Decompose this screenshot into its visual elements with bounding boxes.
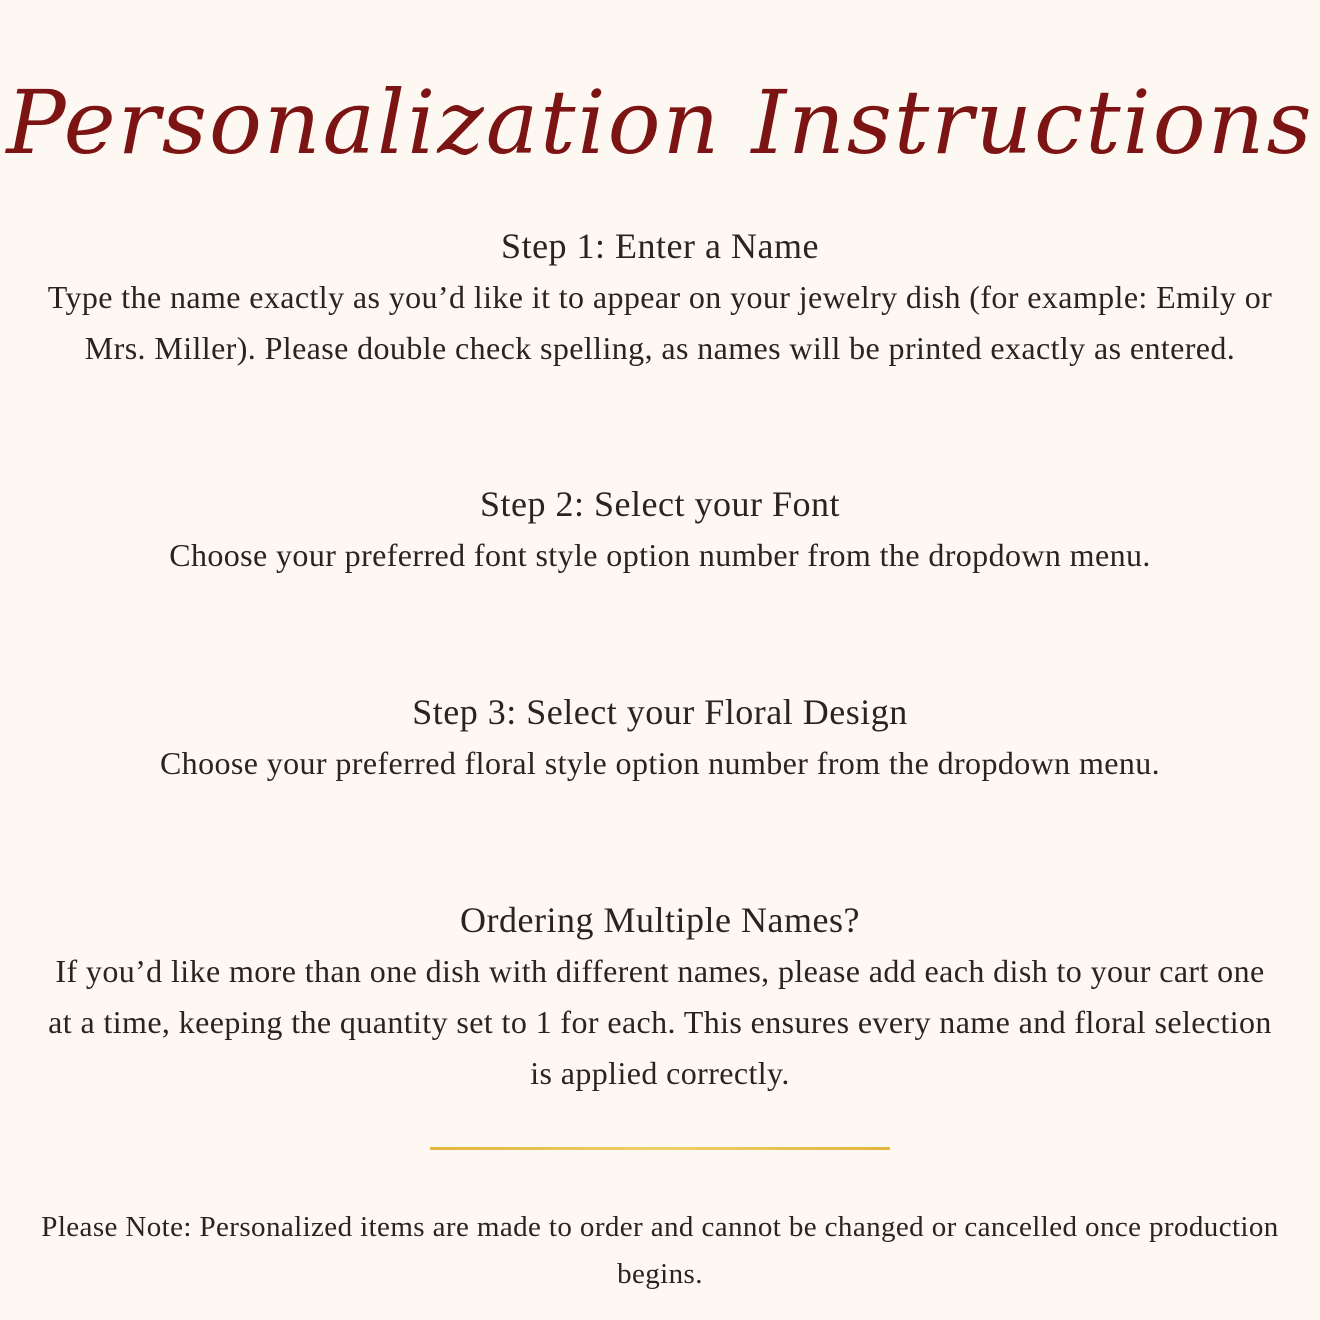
multiple-names-heading: Ordering Multiple Names? bbox=[460, 900, 860, 940]
please-note: Please Note: Personalized items are made to order and cannot be changed or cancelled once production begins. bbox=[41, 1211, 1279, 1290]
multiple-names-section bbox=[40, 894, 1280, 1099]
step-3-heading: Step 3: Select your Floral Design bbox=[412, 692, 908, 732]
step-3-section bbox=[40, 686, 1280, 789]
step-1-heading: Step 1: Enter a Name bbox=[501, 226, 819, 266]
page-title: Personalization Instructions bbox=[6, 71, 1314, 174]
step-2-body: Choose your preferred font style option number from the dropdown menu. bbox=[169, 537, 1151, 573]
step-2-section bbox=[40, 478, 1280, 581]
step-1-body: Type the name exactly as you’d like it to appear on your jewelry dish (for example: Emily or Mrs. Miller). Please double check spelling, as names will be printed exactly as entered. bbox=[47, 279, 1273, 366]
step-1-section bbox=[40, 220, 1280, 374]
multiple-names-body: If you’d like more than one dish with different names, please add each dish to your cart one at a time, keeping the quantity set to 1 for each. This ensures every name and floral selection is applied correctly. bbox=[48, 953, 1272, 1091]
step-2-heading: Step 2: Select your Font bbox=[480, 484, 840, 524]
step-3-body: Choose your preferred floral style option number from the dropdown menu. bbox=[159, 745, 1161, 781]
gold-divider bbox=[430, 1147, 890, 1150]
